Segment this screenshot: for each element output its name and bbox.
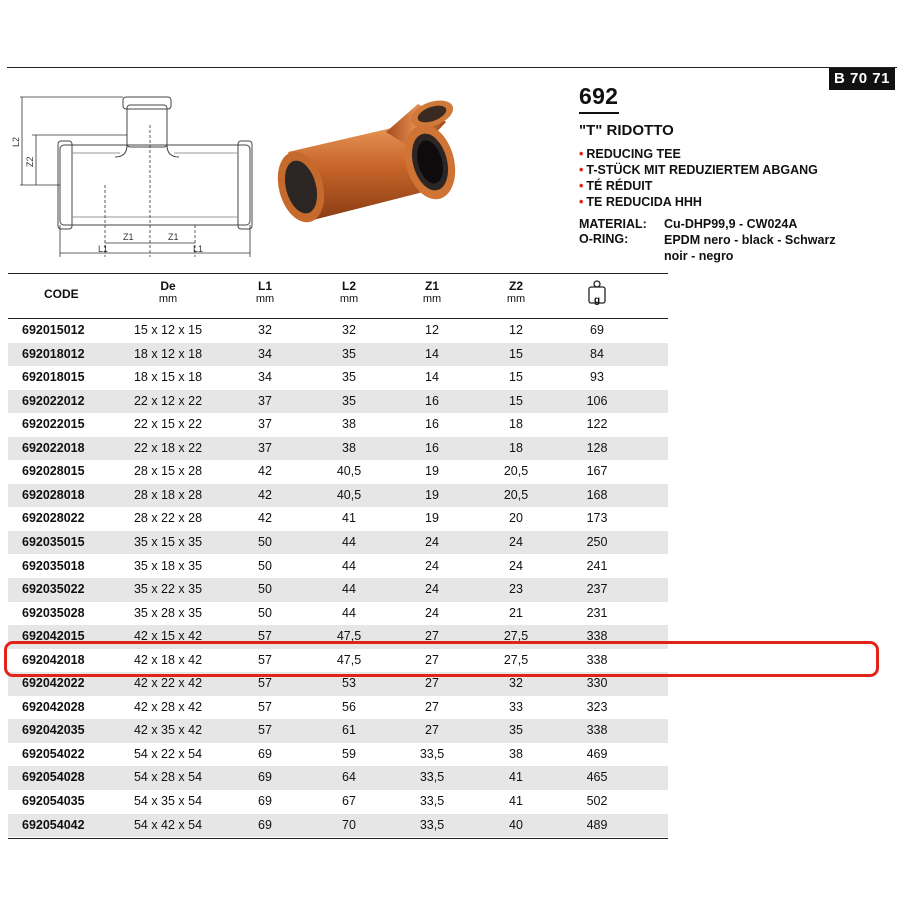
cell-value: 69 [258, 817, 272, 832]
cell-value: 41 [509, 770, 523, 785]
cell-code: 692042015 [22, 629, 85, 644]
cell-value: 42 [258, 464, 272, 479]
cell-value: 338 [586, 629, 608, 644]
column-header [308, 273, 390, 318]
cell-value: 128 [586, 440, 608, 455]
cell-value: 330 [586, 676, 608, 691]
cell-value: 24 [425, 534, 439, 549]
cell-value: 37 [258, 393, 272, 408]
table-row [8, 719, 668, 743]
table-row [8, 460, 668, 484]
cell-value: 15 [509, 346, 523, 361]
table-row [8, 743, 668, 767]
cell-value: 32 [258, 323, 272, 337]
column-label: De [160, 279, 176, 293]
cell-code: 692022018 [22, 440, 85, 455]
cell-value: 465 [586, 770, 608, 785]
cell-value: 22 x 18 x 22 [133, 440, 203, 455]
cell-value: 469 [586, 746, 608, 761]
cell-code: 692018015 [22, 370, 85, 385]
cell-value: 57 [258, 629, 272, 644]
cell-value: 27 [425, 629, 439, 644]
cell-code: 692035018 [22, 558, 85, 573]
cell-value: 38 [342, 440, 356, 455]
product-number-underline [579, 112, 619, 114]
cell-value: 57 [258, 723, 272, 738]
cell-value: 50 [258, 534, 272, 549]
cell-value: 35 x 18 x 35 [133, 558, 203, 573]
column-header [108, 273, 228, 318]
column-unit: mm [506, 293, 526, 305]
cell-value: 40,5 [336, 487, 362, 502]
cell-value: 12 [509, 323, 523, 337]
cell-value: 15 [509, 370, 523, 385]
description-item: • T-STÜCK MIT REDUZIERTEM ABGANG [579, 163, 818, 177]
cell-value: 28 x 22 x 28 [133, 511, 203, 526]
cell-value: 23 [509, 582, 523, 597]
cell-value: 33 [509, 699, 523, 714]
cell-value: 15 [509, 393, 523, 408]
table-row [8, 790, 668, 814]
cell-value: 106 [586, 393, 608, 408]
drawing-label-z1-left: Z1 [123, 232, 134, 242]
cell-code: 692054022 [22, 746, 85, 761]
cell-value: 16 [425, 440, 439, 455]
cell-code: 692042022 [22, 676, 85, 691]
cell-value: 35 [342, 393, 356, 408]
cell-value: 35 x 22 x 35 [133, 582, 203, 597]
cell-value: 40 [509, 817, 523, 832]
cell-code: 692054028 [22, 770, 85, 785]
cell-value: 323 [586, 699, 608, 714]
cell-value: 54 x 35 x 54 [133, 794, 203, 808]
cell-value: 93 [590, 370, 604, 385]
material-value: Cu-DHP99,9 - CW024A [664, 217, 798, 231]
cell-value: 37 [258, 440, 272, 455]
cell-value: 28 x 18 x 28 [133, 487, 203, 502]
drawing-label-l1-right: L1 [193, 244, 204, 254]
cell-value: 33,5 [419, 794, 445, 808]
column-unit: mm [339, 293, 359, 305]
description-item: • TE REDUCIDA HHH [579, 195, 702, 209]
cell-value: 24 [425, 558, 439, 573]
cell-code: 692042018 [22, 652, 85, 667]
column-header [240, 273, 290, 318]
drawing-label-z2: Z2 [25, 156, 35, 167]
column-label: L1 [257, 279, 272, 293]
cell-value: 69 [258, 770, 272, 785]
cell-code: 692028015 [22, 464, 85, 479]
cell-value: 19 [425, 464, 439, 479]
cell-value: 69 [590, 323, 604, 337]
table-row [8, 507, 668, 531]
cell-value: 54 x 42 x 54 [133, 817, 203, 832]
cell-value: 54 x 22 x 54 [133, 746, 203, 761]
cell-value: 18 x 12 x 18 [133, 346, 203, 361]
page-code-badge: B 70 71 [829, 68, 895, 90]
table-row [8, 531, 668, 555]
cell-value: 37 [258, 417, 272, 432]
highlighted-row-frame [4, 641, 879, 677]
cell-value: 14 [425, 346, 439, 361]
cell-value: 84 [590, 346, 604, 361]
cell-value: 24 [509, 534, 523, 549]
cell-value: 35 x 28 x 35 [133, 605, 203, 620]
product-title: "T" RIDOTTO [579, 122, 674, 139]
cell-value: 34 [258, 370, 272, 385]
cell-value: 237 [586, 582, 608, 597]
cell-value: 57 [258, 652, 272, 667]
cell-code: 692015012 [22, 323, 85, 337]
cell-value: 18 [509, 417, 523, 432]
cell-value: 16 [425, 417, 439, 432]
table-row [8, 814, 668, 838]
cell-value: 47,5 [336, 652, 362, 667]
cell-code: 692054035 [22, 794, 85, 808]
cell-value: 50 [258, 582, 272, 597]
cell-value: 20 [509, 511, 523, 526]
table-row [8, 343, 668, 367]
cell-code: 692028018 [22, 487, 85, 502]
cell-value: 250 [586, 534, 608, 549]
cell-code: 692035015 [22, 534, 85, 549]
cell-code: 692035022 [22, 582, 85, 597]
cell-value: 47,5 [336, 629, 362, 644]
cell-value: 42 x 28 x 42 [133, 699, 203, 714]
cell-value: 27,5 [503, 629, 529, 644]
cell-value: 19 [425, 511, 439, 526]
cell-value: 42 x 35 x 42 [133, 723, 203, 738]
cell-value: 41 [342, 511, 356, 526]
cell-value: 38 [342, 417, 356, 432]
cell-value: 28 x 15 x 28 [133, 464, 203, 479]
cell-value: 27 [425, 699, 439, 714]
drawing-label-l1-left: L1 [98, 244, 109, 254]
cell-value: 64 [342, 770, 356, 785]
cell-value: 57 [258, 699, 272, 714]
cell-value: 122 [586, 417, 608, 432]
cell-value: 27 [425, 652, 439, 667]
column-header [556, 273, 638, 318]
cell-value: 32 [509, 676, 523, 691]
table-row [8, 766, 668, 790]
cell-value: 42 [258, 487, 272, 502]
cell-value: 44 [342, 558, 356, 573]
cell-value: 20,5 [503, 487, 529, 502]
cell-value: 50 [258, 558, 272, 573]
column-unit: mm [158, 293, 178, 305]
cell-value: 42 x 15 x 42 [133, 629, 203, 644]
cell-value: 502 [586, 794, 608, 808]
cell-value: 41 [509, 794, 523, 808]
top-rule [7, 67, 897, 68]
cell-value: 33,5 [419, 746, 445, 761]
cell-value: 35 [509, 723, 523, 738]
cell-value: 32 [342, 323, 356, 337]
cell-value: 67 [342, 794, 356, 808]
cell-value: 338 [586, 652, 608, 667]
cell-code: 692042035 [22, 723, 85, 738]
table-row [8, 319, 668, 343]
cell-value: 241 [586, 558, 608, 573]
cell-value: 15 x 12 x 15 [133, 323, 203, 337]
table-row [8, 437, 668, 461]
table-row [8, 578, 668, 602]
cell-value: 27 [425, 676, 439, 691]
column-label: Z1 [424, 279, 439, 293]
cell-value: 35 [342, 346, 356, 361]
cell-value: 34 [258, 346, 272, 361]
cell-value: 14 [425, 370, 439, 385]
cell-code: 692028022 [22, 511, 85, 526]
cell-value: 42 [258, 511, 272, 526]
column-label: L2 [341, 279, 356, 293]
cell-value: 44 [342, 605, 356, 620]
cell-value: 18 x 15 x 18 [133, 370, 203, 385]
cell-value: 24 [509, 558, 523, 573]
cell-value: 35 x 15 x 35 [133, 534, 203, 549]
cell-value: 338 [586, 723, 608, 738]
cell-value: 50 [258, 605, 272, 620]
cell-value: 21 [509, 605, 523, 620]
cell-value: 59 [342, 746, 356, 761]
cell-value: 231 [586, 605, 608, 620]
column-unit: mm [255, 293, 275, 305]
table-row [8, 555, 668, 579]
cell-value: 16 [425, 393, 439, 408]
cell-code: 692022012 [22, 393, 85, 408]
cell-value: 27 [425, 723, 439, 738]
description-item: • REDUCING TEE [579, 147, 681, 161]
cell-value: 61 [342, 723, 356, 738]
cell-value: 56 [342, 699, 356, 714]
cell-value: 168 [586, 487, 608, 502]
cell-value: 22 x 12 x 22 [133, 393, 203, 408]
column-header [396, 273, 468, 318]
cell-value: 38 [509, 746, 523, 761]
cell-value: 53 [342, 676, 356, 691]
cell-value: 167 [586, 464, 608, 479]
cell-value: 57 [258, 676, 272, 691]
product-number: 692 [579, 83, 619, 109]
table-row [8, 390, 668, 414]
cell-value: 35 [342, 370, 356, 385]
cell-value: 40,5 [336, 464, 362, 479]
column-label: Z2 [508, 279, 523, 293]
cell-value: 42 x 22 x 42 [133, 676, 203, 691]
cell-value: 22 x 15 x 22 [133, 417, 203, 432]
drawing-label-l2: L2 [11, 136, 21, 147]
column-label: CODE [44, 287, 79, 301]
table-row [8, 696, 668, 720]
cell-value: 24 [425, 582, 439, 597]
product-photo [268, 92, 474, 252]
table-row [8, 602, 668, 626]
column-unit: g [593, 295, 601, 306]
cell-code: 692022015 [22, 417, 85, 432]
cell-value: 44 [342, 582, 356, 597]
table-bottom-rule [8, 838, 668, 839]
oring-value-line1: EPDM nero - black - Schwarz [664, 233, 836, 247]
oring-label: O-RING: [579, 232, 629, 246]
cell-value: 70 [342, 817, 356, 832]
material-label: MATERIAL: [579, 217, 647, 231]
cell-value: 20,5 [503, 464, 529, 479]
cell-value: 24 [425, 605, 439, 620]
cell-value: 489 [586, 817, 608, 832]
table-row [8, 366, 668, 390]
cell-value: 54 x 28 x 54 [133, 770, 203, 785]
cell-code: 692035028 [22, 605, 85, 620]
drawing-label-z1-right: Z1 [168, 232, 179, 242]
oring-value-line2: noir - negro [664, 249, 734, 263]
cell-value: 69 [258, 746, 272, 761]
technical-drawing [10, 85, 265, 263]
table-row [8, 484, 668, 508]
cell-value: 18 [509, 440, 523, 455]
cell-value: 69 [258, 794, 272, 808]
cell-code: 692042028 [22, 699, 85, 714]
table-row [8, 413, 668, 437]
cell-value: 44 [342, 534, 356, 549]
cell-code: 692054042 [22, 817, 85, 832]
description-item: • TÉ RÉDUIT [579, 179, 653, 193]
column-header [478, 273, 554, 318]
cell-value: 27,5 [503, 652, 529, 667]
cell-value: 42 x 18 x 42 [133, 652, 203, 667]
cell-value: 173 [586, 511, 608, 526]
cell-value: 19 [425, 487, 439, 502]
cell-code: 692018012 [22, 346, 85, 361]
cell-value: 33,5 [419, 817, 445, 832]
cell-value: 12 [425, 323, 439, 337]
column-unit: mm [422, 293, 442, 305]
cell-value: 33,5 [419, 770, 445, 785]
